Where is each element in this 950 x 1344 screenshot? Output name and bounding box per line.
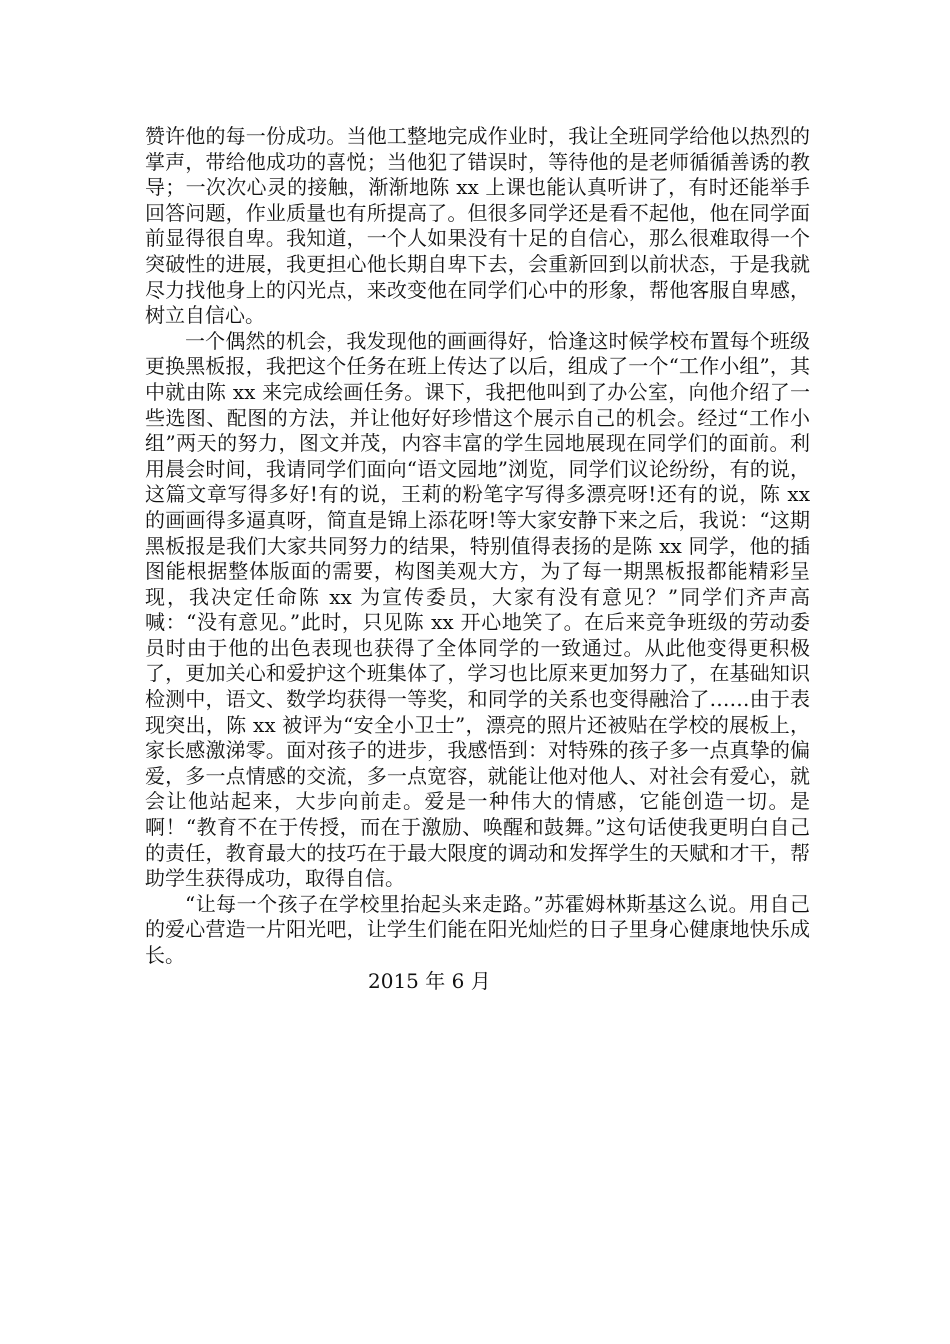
document-date: 2015 年 6 月 xyxy=(368,968,491,993)
paragraph-conclusion: “让每一个孩子在学校里抬起头来走路。”苏霍姆林斯基这么说。用自己的爱心营造一片阳光吧，让学生们能在阳光灿烂的日子里身心健康地快乐成长。 xyxy=(145,891,810,967)
paragraph-blackboard-story: 一个偶然的机会，我发现他的画画得好，恰逢这时候学校布置每个班级更换黑板报，我把这个任务在班上传达了以后，组成了一个“工作小组”，其中就由陈 xx 来完成绘画任务。课下，我把他叫到了办公室，向他介绍了一些选图、配图的方法，并让他好好珍惜这个展示自己的机会。经过“工作小组”两天的努力，图文并茂，内容丰富的学生园地展现在同学们的面前。利用晨会时间，我请同学们面向“语文园地”浏览，同学们议论纷纷，有的说，这篇文章写得多好!有的说，王莉的粉笔字写得多漂亮呀!还有的说，陈 xx 的画画得多逼真呀，简直是锦上添花呀!等大家安静下来之后，我说：“这期黑板报是我们大家共同努力的结果，特别值得表扬的是陈 xx 同学，他的插图能根据整体版面的需要，构图美观大方，为了每一期黑板报都能精彩呈现，我决定任命陈 xx 为宣传委员，大家有没有意见？”同学们齐声高喊：“没有意见。”此时，只见陈 xx 开心地笑了。在后来竞争班级的劳动委员时由于他的出色表现也获得了全体同学的一致通过。从此他变得更积极了，更加关心和爱护这个班集体了，学习也比原来更加努力了，在基础知识检测中，语文、数学均获得一等奖，和同学的关系也变得融洽了……由于表现突出，陈 xx 被评为“安全小卫士”，漂亮的照片还被贴在学校的展板上，家长感激涕零。面对孩子的进步，我感悟到：对特殊的孩子多一点真挚的偏爱，多一点情感的交流，多一点宽容，就能让他对他人、对社会有爱心，就会让他站起来，大步向前走。爱是一种伟大的情感，它能创造一切。是啊！“教育不在于传授，而在于激励、唤醒和鼓舞。”这句话使我更明白自己的责任，教育最大的技巧在于最大限度的调动和发挥学生的天赋和才干，帮助学生获得成功，取得自信。 xyxy=(145,328,810,891)
paragraph-continuation: 赞许他的每一份成功。当他工整地完成作业时，我让全班同学给他以热烈的掌声，带给他成功的喜悦；当他犯了错误时，等待他的是老师循循善诱的教导；一次次心灵的接触，渐渐地陈 xx 上课也能认真听讲了，有时还能举手回答问题，作业质量也有所提高了。但很多同学还是看不起他，他在同学面前显得很自卑。我知道，一个人如果没有十足的自信心，那么很难取得一个突破性的进展，我更担心他长期自卑下去，会重新回到以前状态，于是我就尽力找他身上的闪光点，来改变他在同学们心中的形象，帮他客服自卑感，树立自信心。 xyxy=(145,124,810,328)
document-body xyxy=(145,124,810,994)
